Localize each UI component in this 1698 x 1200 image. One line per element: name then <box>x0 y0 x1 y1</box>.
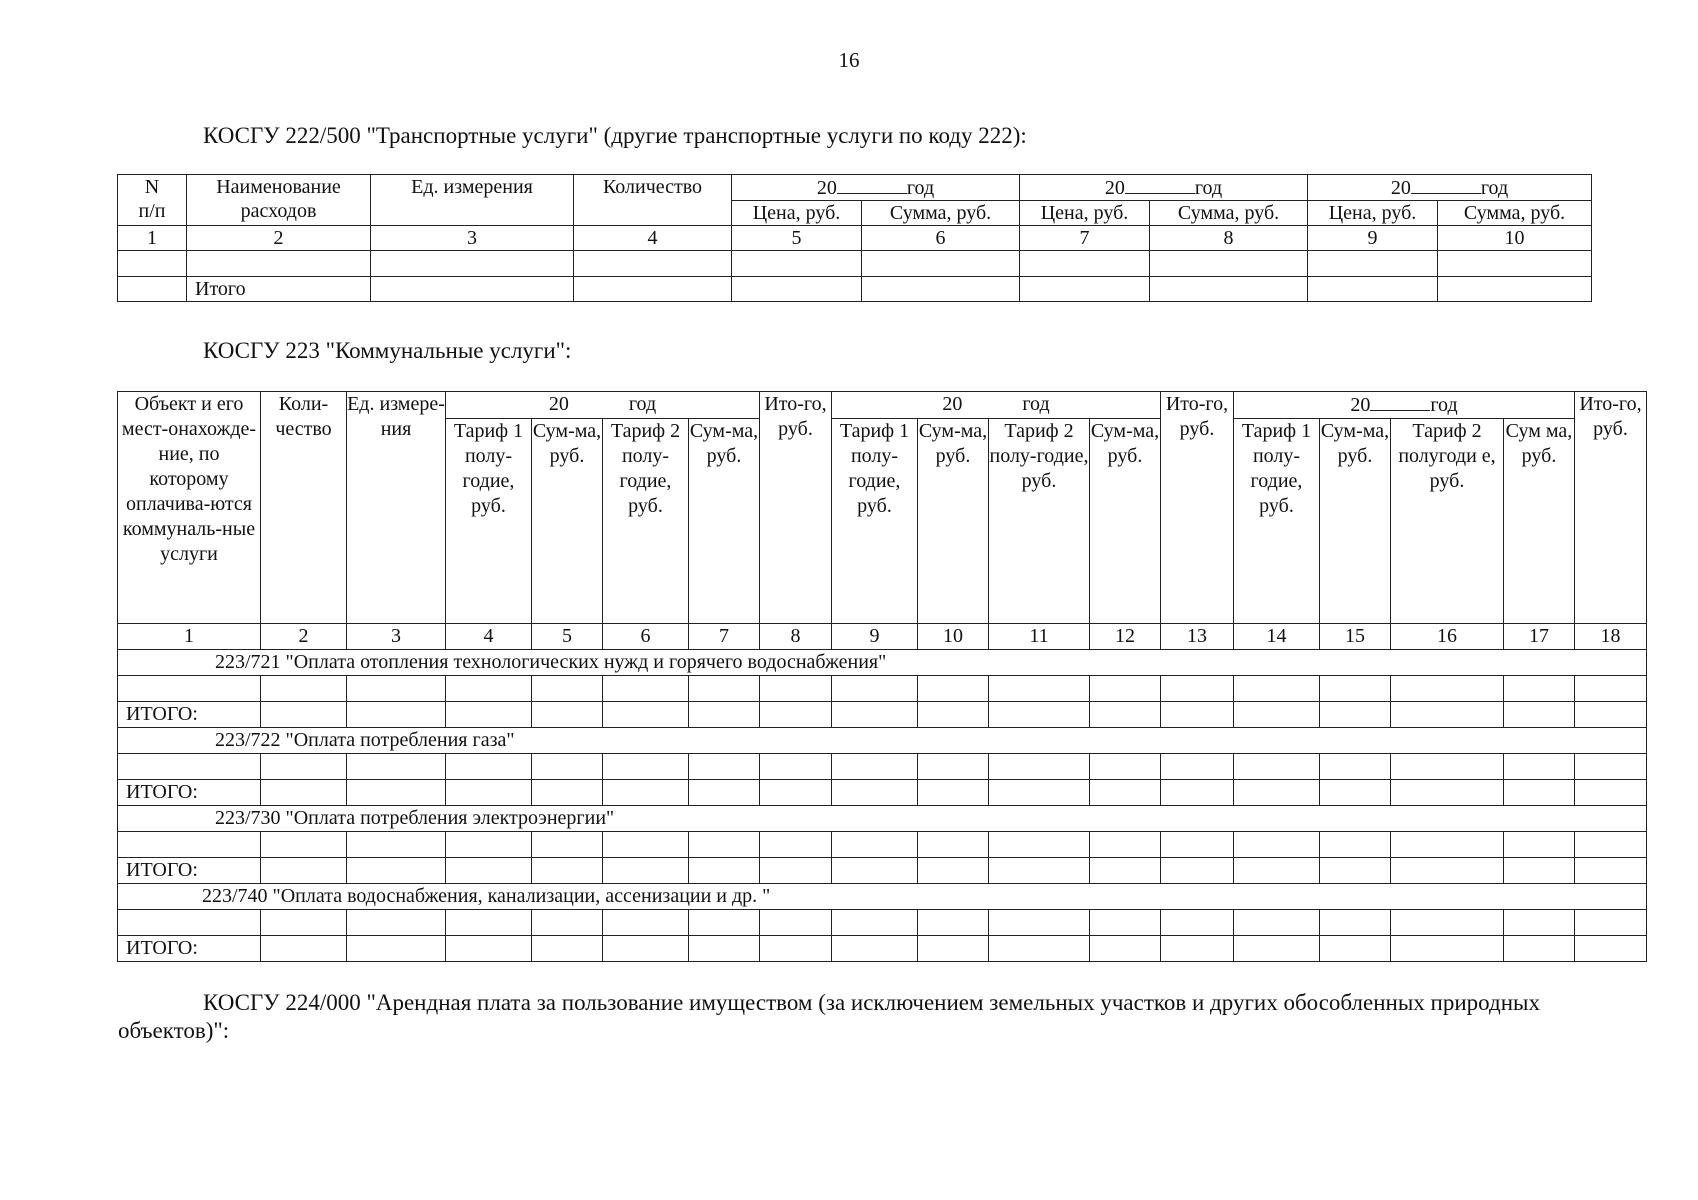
column-number: 1 <box>118 226 187 251</box>
col-header-tariff-1: Тариф 1 полу-годие, руб. <box>446 419 532 624</box>
transport-services-table <box>117 174 1592 302</box>
table-cell[interactable] <box>1020 277 1150 302</box>
section-label-223-721: 223/721 "Оплата отопления технологических нужд и горячего водоснабжения" <box>118 650 1647 676</box>
table-cell[interactable] <box>603 910 689 936</box>
section-label-223-740: 223/740 "Оплата водоснабжения, канализации, ассенизации и др. " <box>118 884 1647 910</box>
table-cell[interactable] <box>347 754 446 780</box>
table-cell[interactable] <box>532 676 603 702</box>
column-number: 6 <box>862 226 1020 251</box>
table-cell[interactable] <box>832 754 918 780</box>
table-cell[interactable] <box>689 858 760 884</box>
table-cell[interactable] <box>760 754 832 780</box>
table-cell[interactable] <box>371 251 574 277</box>
table-cell[interactable] <box>918 702 989 728</box>
table-cell[interactable] <box>989 702 1090 728</box>
table-cell[interactable] <box>832 676 918 702</box>
table-cell[interactable] <box>1234 910 1320 936</box>
col-header-year-1: 20 год <box>732 175 1020 201</box>
table-cell[interactable] <box>1234 832 1320 858</box>
table-cell[interactable] <box>574 251 732 277</box>
total-label: ИТОГО: <box>118 936 261 962</box>
table-cell[interactable] <box>1575 832 1647 858</box>
table-cell[interactable] <box>1234 858 1320 884</box>
table-cell[interactable] <box>1234 936 1320 962</box>
table-cell[interactable] <box>760 832 832 858</box>
section-heading-222-500: КОСГУ 222/500 "Транспортные услуги" (другие транспортные услуги по коду 222): <box>203 123 1027 148</box>
col-header-object: Объект и его мест-онахожде-ние, по которому оплачива-ются коммуналь-ные услуги <box>118 392 261 624</box>
table-cell[interactable] <box>1575 702 1647 728</box>
table-cell[interactable] <box>1575 910 1647 936</box>
page-number: 16 <box>838 48 860 72</box>
col-header-sum: Сум-ма, руб. <box>918 419 989 624</box>
utilities-table <box>117 391 1647 962</box>
total-label: ИТОГО: <box>118 702 261 728</box>
col-header-price: Цена, руб. <box>1020 201 1150 226</box>
column-number: 3 <box>347 624 446 650</box>
table-cell[interactable] <box>832 780 918 806</box>
section-row <box>118 806 1647 832</box>
table-cell[interactable] <box>1234 676 1320 702</box>
table-cell[interactable] <box>1090 754 1161 780</box>
table-cell[interactable] <box>1161 702 1234 728</box>
table-cell[interactable] <box>347 858 446 884</box>
table-cell[interactable] <box>261 702 347 728</box>
table-cell[interactable] <box>1090 780 1161 806</box>
table-cell[interactable] <box>1320 676 1391 702</box>
col-header-price: Цена, руб. <box>732 201 862 226</box>
table-cell[interactable] <box>1234 754 1320 780</box>
table-cell[interactable] <box>1234 780 1320 806</box>
table-cell[interactable] <box>1320 910 1391 936</box>
table-cell[interactable] <box>760 910 832 936</box>
table-cell[interactable] <box>261 936 347 962</box>
table-cell[interactable] <box>347 832 446 858</box>
table-row <box>118 832 1647 858</box>
col-header-total-1: Ито-го, руб. <box>760 392 832 624</box>
table-cell[interactable] <box>603 936 689 962</box>
section-row <box>118 884 1647 910</box>
table-cell[interactable] <box>1391 754 1504 780</box>
table-cell[interactable] <box>1391 780 1504 806</box>
table-cell[interactable] <box>118 754 261 780</box>
column-number: 4 <box>446 624 532 650</box>
table-cell[interactable] <box>760 858 832 884</box>
column-number: 14 <box>1234 624 1320 650</box>
table-cell[interactable] <box>689 676 760 702</box>
table-row <box>118 754 1647 780</box>
table-cell[interactable] <box>1020 251 1150 277</box>
table-cell[interactable] <box>689 780 760 806</box>
table-cell[interactable] <box>574 277 732 302</box>
col-header-tariff-2: Тариф 2 полугоди е, руб. <box>1391 419 1504 624</box>
table-cell[interactable] <box>1090 858 1161 884</box>
table-cell[interactable] <box>1504 676 1575 702</box>
table-cell[interactable] <box>1161 858 1234 884</box>
table-cell[interactable] <box>1575 780 1647 806</box>
table-cell[interactable] <box>347 910 446 936</box>
table-cell[interactable] <box>1150 277 1308 302</box>
table-cell[interactable] <box>261 832 347 858</box>
table-cell[interactable] <box>1504 832 1575 858</box>
column-number-row <box>118 624 1647 650</box>
table-cell[interactable] <box>1504 754 1575 780</box>
col-header-sum: Сумма, руб. <box>1438 201 1592 226</box>
table-cell[interactable] <box>347 780 446 806</box>
section-heading-224-000: КОСГУ 224/000 "Арендная плата за пользование имуществом (за исключением земельных участков и других обособленных природных объектов)": <box>118 990 1540 1043</box>
total-row <box>118 780 1647 806</box>
col-header-total-3: Ито-го, руб. <box>1575 392 1647 624</box>
column-number: 17 <box>1504 624 1575 650</box>
table-cell[interactable] <box>1504 780 1575 806</box>
table-cell[interactable] <box>446 936 532 962</box>
total-row <box>118 702 1647 728</box>
table-cell[interactable] <box>1575 754 1647 780</box>
column-number: 9 <box>1308 226 1438 251</box>
table-cell[interactable] <box>732 251 862 277</box>
table-cell[interactable] <box>1150 251 1308 277</box>
col-header-sum: Сумма, руб. <box>862 201 1020 226</box>
table-cell[interactable] <box>261 754 347 780</box>
table-cell[interactable] <box>1090 832 1161 858</box>
column-number: 16 <box>1391 624 1504 650</box>
table-cell[interactable] <box>532 910 603 936</box>
column-number: 8 <box>760 624 832 650</box>
column-number: 8 <box>1150 226 1308 251</box>
table-cell[interactable] <box>446 780 532 806</box>
table-cell[interactable] <box>532 832 603 858</box>
table-cell[interactable] <box>1391 910 1504 936</box>
table-cell[interactable] <box>689 910 760 936</box>
table-cell[interactable] <box>1090 936 1161 962</box>
table-cell[interactable] <box>862 251 1020 277</box>
table-cell[interactable] <box>918 936 989 962</box>
table-cell[interactable] <box>1320 780 1391 806</box>
table-cell[interactable] <box>989 832 1090 858</box>
table-cell[interactable] <box>918 676 989 702</box>
table-cell[interactable] <box>832 910 918 936</box>
table-cell[interactable] <box>1504 936 1575 962</box>
table-cell[interactable] <box>918 910 989 936</box>
column-number: 7 <box>689 624 760 650</box>
table-cell[interactable] <box>1438 251 1592 277</box>
total-label: ИТОГО: <box>118 858 261 884</box>
table-cell[interactable] <box>832 832 918 858</box>
table-cell[interactable] <box>1504 910 1575 936</box>
table-cell[interactable] <box>689 754 760 780</box>
table-cell[interactable] <box>1320 858 1391 884</box>
col-header-unit: Ед. измере-ния <box>347 392 446 624</box>
table-cell[interactable] <box>1320 754 1391 780</box>
total-label: Итого <box>187 277 371 302</box>
table-cell[interactable] <box>1090 676 1161 702</box>
table-cell[interactable] <box>118 676 261 702</box>
col-header-sum: Сумма, руб. <box>1150 201 1308 226</box>
table-cell[interactable] <box>118 277 187 302</box>
table-cell[interactable] <box>989 780 1090 806</box>
col-header-quantity: Коли-чество <box>261 392 347 624</box>
table-cell[interactable] <box>1575 858 1647 884</box>
table-cell[interactable] <box>118 832 261 858</box>
col-header-sum: Сум-ма, руб. <box>1090 419 1161 624</box>
table-cell[interactable] <box>862 277 1020 302</box>
column-number: 18 <box>1575 624 1647 650</box>
table-cell[interactable] <box>760 780 832 806</box>
table-cell[interactable] <box>918 832 989 858</box>
column-number: 5 <box>732 226 862 251</box>
table-cell[interactable] <box>532 754 603 780</box>
total-label: ИТОГО: <box>118 780 261 806</box>
table-cell[interactable] <box>603 780 689 806</box>
col-header-tariff-1: Тариф 1 полу-годие, руб. <box>1234 419 1320 624</box>
table-cell[interactable] <box>118 251 187 277</box>
col-header-sum: Сум ма, руб. <box>1504 419 1575 624</box>
column-number: 12 <box>1090 624 1161 650</box>
table-cell[interactable] <box>1308 251 1438 277</box>
table-cell[interactable] <box>760 702 832 728</box>
column-number: 2 <box>261 624 347 650</box>
col-header-sum: Сум-ма, руб. <box>532 419 603 624</box>
table-cell[interactable] <box>918 858 989 884</box>
table-cell[interactable] <box>1308 277 1438 302</box>
table-cell[interactable] <box>446 754 532 780</box>
table-cell[interactable] <box>347 702 446 728</box>
table-cell[interactable] <box>989 676 1090 702</box>
col-header-year-3: 20 год <box>1308 175 1592 201</box>
table-row <box>118 910 1647 936</box>
table-cell[interactable] <box>446 858 532 884</box>
column-number: 11 <box>989 624 1090 650</box>
table-cell[interactable] <box>446 832 532 858</box>
table-cell[interactable] <box>1391 702 1504 728</box>
table-cell[interactable] <box>532 936 603 962</box>
table-cell[interactable] <box>1161 676 1234 702</box>
column-number: 6 <box>603 624 689 650</box>
table-cell[interactable] <box>347 676 446 702</box>
table-cell[interactable] <box>1391 936 1504 962</box>
column-number: 15 <box>1320 624 1391 650</box>
table-cell[interactable] <box>261 780 347 806</box>
table-cell[interactable] <box>1161 910 1234 936</box>
col-header-quantity: Количество <box>574 175 732 226</box>
table-cell[interactable] <box>261 910 347 936</box>
table-cell[interactable] <box>1391 832 1504 858</box>
column-number: 7 <box>1020 226 1150 251</box>
table-cell[interactable] <box>689 702 760 728</box>
total-row <box>118 858 1647 884</box>
table-cell[interactable] <box>689 832 760 858</box>
table-cell[interactable] <box>989 754 1090 780</box>
table-cell[interactable] <box>732 277 862 302</box>
table-cell[interactable] <box>918 754 989 780</box>
col-header-year-2: 20 год <box>832 392 1161 419</box>
table-cell[interactable] <box>689 936 760 962</box>
table-cell[interactable] <box>371 277 574 302</box>
table-cell[interactable] <box>603 832 689 858</box>
table-cell[interactable] <box>1575 936 1647 962</box>
table-cell[interactable] <box>603 754 689 780</box>
table-cell[interactable] <box>603 676 689 702</box>
table-cell[interactable] <box>989 910 1090 936</box>
col-header-tariff-2: Тариф 2 полу-годие, руб. <box>603 419 689 624</box>
table-cell[interactable] <box>1391 858 1504 884</box>
section-row <box>118 728 1647 754</box>
col-header-sum: Сум-ма, руб. <box>689 419 760 624</box>
table-cell[interactable] <box>832 702 918 728</box>
table-cell[interactable] <box>1575 676 1647 702</box>
table-cell[interactable] <box>760 936 832 962</box>
column-number: 4 <box>574 226 732 251</box>
col-header-year-3: 20 год <box>1234 392 1575 419</box>
table-cell[interactable] <box>989 858 1090 884</box>
table-cell[interactable] <box>1161 936 1234 962</box>
table-cell[interactable] <box>1234 702 1320 728</box>
table-cell[interactable] <box>832 936 918 962</box>
table-cell[interactable] <box>1391 676 1504 702</box>
table-row <box>118 676 1647 702</box>
column-number: 2 <box>187 226 371 251</box>
column-number: 10 <box>1438 226 1592 251</box>
table-row <box>118 251 1592 277</box>
col-header-tariff-2: Тариф 2 полу-годие, руб. <box>989 419 1090 624</box>
table-cell[interactable] <box>446 676 532 702</box>
col-header-total-2: Ито-го, руб. <box>1161 392 1234 624</box>
table-cell[interactable] <box>1438 277 1592 302</box>
column-number: 1 <box>118 624 261 650</box>
section-heading-223: КОСГУ 223 "Коммунальные услуги": <box>203 338 572 363</box>
table-cell[interactable] <box>261 858 347 884</box>
table-cell[interactable] <box>532 780 603 806</box>
column-number: 5 <box>532 624 603 650</box>
table-cell[interactable] <box>347 936 446 962</box>
col-header-sum: Сум-ма, руб. <box>1320 419 1391 624</box>
section-label-223-730: 223/730 "Оплата потребления электроэнергии" <box>118 806 1647 832</box>
table-cell[interactable] <box>832 858 918 884</box>
column-number-row <box>118 226 1592 251</box>
table-cell[interactable] <box>1161 780 1234 806</box>
table-cell[interactable] <box>1320 832 1391 858</box>
col-header-number: N п/п <box>118 175 187 226</box>
col-header-tariff-1: Тариф 1 полу-годие, руб. <box>832 419 918 624</box>
table-cell[interactable] <box>1090 910 1161 936</box>
table-cell[interactable] <box>118 910 261 936</box>
table-cell[interactable] <box>1504 702 1575 728</box>
table-cell[interactable] <box>446 910 532 936</box>
table-cell[interactable] <box>603 858 689 884</box>
total-row <box>118 277 1592 302</box>
table-cell[interactable] <box>603 702 689 728</box>
table-cell[interactable] <box>1320 936 1391 962</box>
table-cell[interactable] <box>446 702 532 728</box>
table-cell[interactable] <box>1320 702 1391 728</box>
table-cell[interactable] <box>187 251 371 277</box>
col-header-price: Цена, руб. <box>1308 201 1438 226</box>
table-cell[interactable] <box>1504 858 1575 884</box>
table-cell[interactable] <box>1161 832 1234 858</box>
column-number: 3 <box>371 226 574 251</box>
table-cell[interactable] <box>760 676 832 702</box>
table-cell[interactable] <box>532 858 603 884</box>
table-cell[interactable] <box>989 936 1090 962</box>
total-row <box>118 936 1647 962</box>
table-cell[interactable] <box>532 702 603 728</box>
table-cell[interactable] <box>261 676 347 702</box>
col-header-year-2: 20 год <box>1020 175 1308 201</box>
col-header-year-1: 20 год <box>446 392 760 419</box>
table-cell[interactable] <box>918 780 989 806</box>
column-number: 10 <box>918 624 989 650</box>
section-label-223-722: 223/722 "Оплата потребления газа" <box>118 728 1647 754</box>
column-number: 9 <box>832 624 918 650</box>
col-header-unit: Ед. измерения <box>371 175 574 226</box>
section-row <box>118 650 1647 676</box>
column-number: 13 <box>1161 624 1234 650</box>
table-cell[interactable] <box>1090 702 1161 728</box>
table-cell[interactable] <box>1161 754 1234 780</box>
col-header-expense-name: Наименование расходов <box>187 175 371 226</box>
